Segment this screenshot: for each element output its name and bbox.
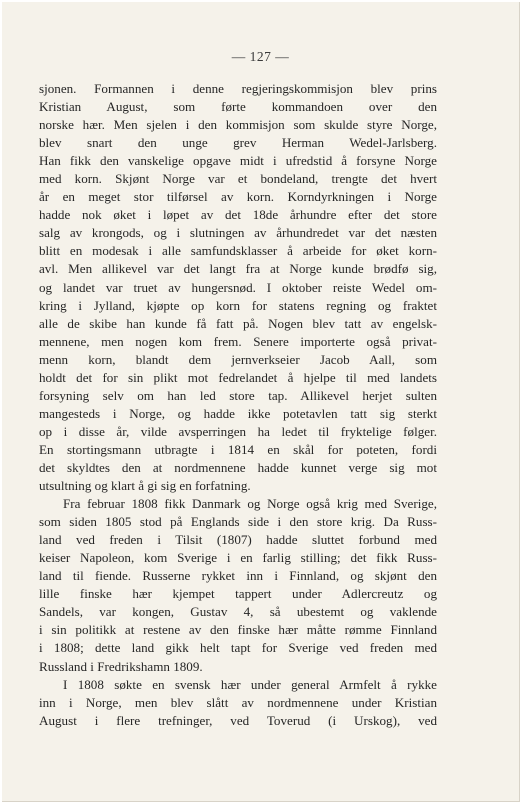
text-line: i 1808; dette land gikk helt tapt for Sverige ved freden med: [39, 640, 437, 656]
text-line: mennene, men nogen kom frem. Senere importerte også privat-: [39, 333, 437, 349]
text-line: Sandels, var kongen, Gustav 4, så ubestemt og vaklende: [39, 604, 437, 620]
text-line: med korn. Skjønt Norge var et bondeland, trengte det hvert: [39, 171, 437, 187]
text-line: Russland i Fredrikshamn 1809.: [39, 658, 203, 674]
text-line: det skyldtes den at nordmennene hadde kunnet verge sig mot: [39, 459, 437, 475]
body-text: [39, 80, 437, 730]
text-line: holdt det for sin plikt mot fedrelandet å hjelpe til med landets: [39, 369, 437, 385]
text-line: August i flere trefninger, ved Toverud (i Urskog), ved: [39, 712, 437, 728]
text-line: En stortingsmann utbragte i 1814 en skål for poteten, fordi: [39, 441, 437, 457]
text-line: Han fikk den vanskelige opgave midt i ufredstid å forsyne Norge: [39, 153, 437, 169]
text-line: land til fiende. Russerne rykket inn i Finnland, og skjønt den: [39, 568, 437, 584]
text-line: år en meget stor tilførsel av korn. Korndyrkningen i Norge: [39, 189, 437, 205]
page-number: — 127 —: [231, 49, 290, 64]
text-line: som siden 1805 stod på Englands side i den store krig. Da Russ-: [39, 514, 437, 530]
text-line: I 1808 søkte en svensk hær under general Armfelt å rykke: [63, 676, 437, 692]
text-line: blev snart den unge grev Herman Wedel-Jarlsberg.: [39, 135, 437, 151]
text-line: lille finske hær kjempet tappert under Adlercreutz og: [39, 586, 437, 602]
text-line: forsyning selv om han led store tap. Allikevel herjet sulten: [39, 387, 437, 403]
text-line: hadde nok øket i løpet av det 18de århundre efter det store: [39, 207, 437, 223]
text-line: inn i Norge, men blev slått av nordmennene under Kristian: [39, 694, 437, 710]
book-page: [2, 2, 520, 802]
text-line: salg av krongods, og i slutningen av århundredet var det næsten: [39, 225, 437, 241]
text-line: Fra februar 1808 fikk Danmark og Norge også krig med Sverige,: [63, 496, 437, 512]
text-line: og landet var truet av hungersnød. I oktober reiste Wedel om-: [39, 279, 437, 295]
text-line: blitt en modesak i alle samfundsklasser å arbeide for øket korn-: [39, 243, 437, 259]
text-line: Kristian August, som førte kommandoen over den: [39, 99, 437, 115]
text-line: avl. Men allikevel var det langt fra at Norge kunde brødfø sig,: [39, 261, 437, 277]
text-line: keiser Napoleon, kom Sverige i en farlig stilling; det fikk Russ-: [39, 550, 437, 566]
text-line: norske hær. Men sjelen i den kommisjon som skulde styre Norge,: [39, 117, 437, 133]
text-line: alle de skibe han kunde få fatt på. Nogen blev tatt av engelsk-: [39, 315, 437, 331]
text-line: menn korn, blandt dem jernverkseier Jacob Aall, som: [39, 351, 437, 367]
text-line: kring i Jylland, kjøpte op korn for statens regning og fraktet: [39, 297, 437, 313]
text-line: sjonen. Formannen i denne regjeringskommisjon blev prins: [39, 81, 437, 96]
text-line: mangesteds i Norge, og hadde ikke potetavlen tatt sig sterkt: [39, 405, 437, 421]
text-line: i sin politikk at restene av den finske hær måtte rømme Finnland: [39, 622, 437, 638]
text-line: land ved freden i Tilsit (1807) hadde sluttet forbund med: [39, 532, 437, 548]
text-line: utsultning og klart å gi sig en forfatning.: [39, 478, 251, 494]
text-line: op i disse år, vilde avsperringen ha ledet til fryktelige følger.: [39, 423, 437, 439]
